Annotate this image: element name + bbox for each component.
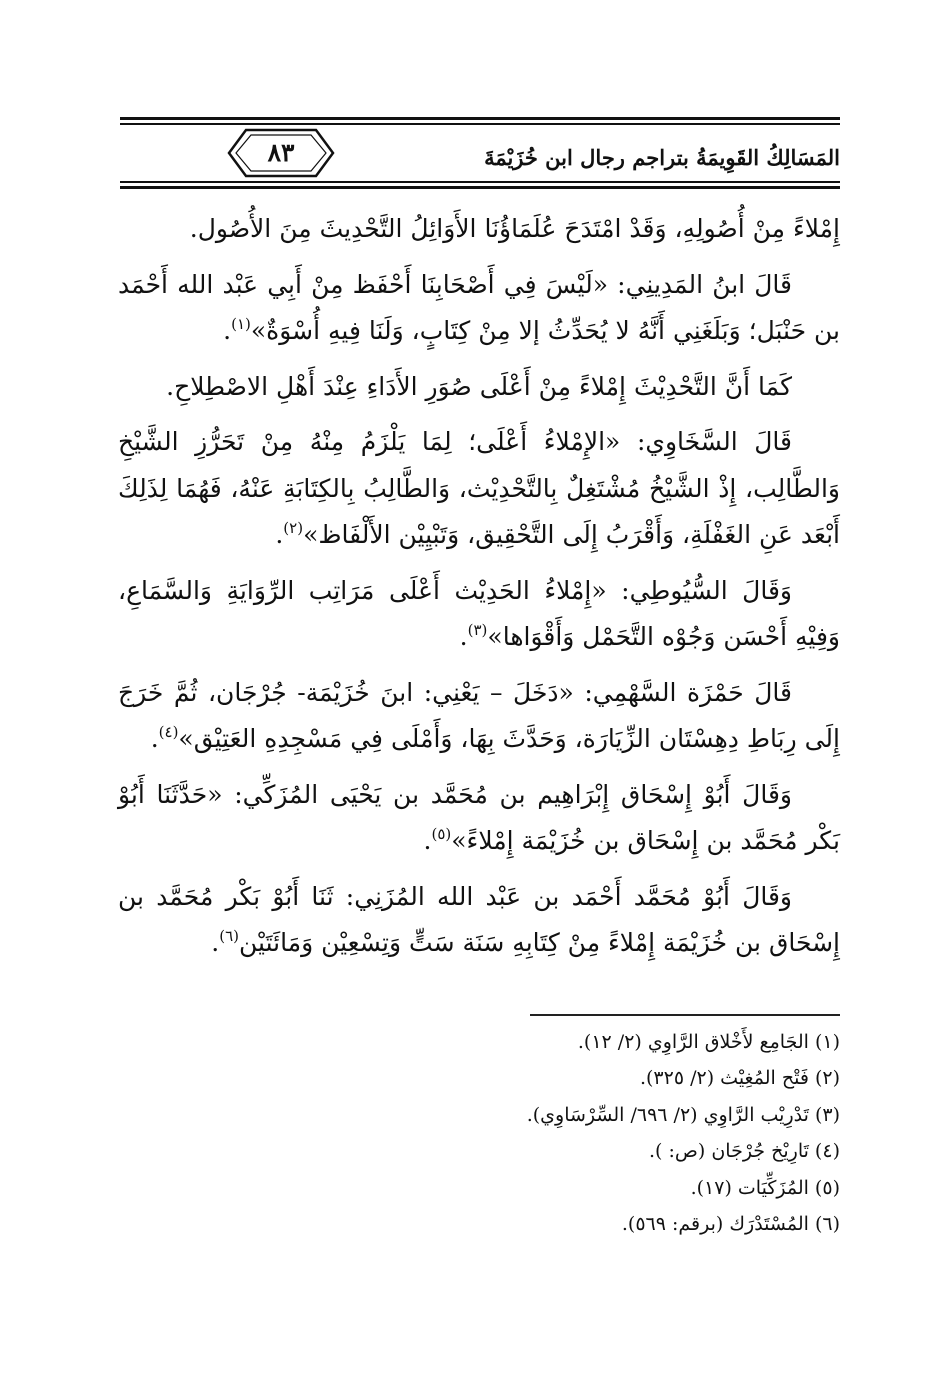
footnote-6: (٦) المُسْتَدْرَك (برقم: ٥٦٩).: [621, 1213, 840, 1236]
paragraph-8: وَقَالَ أَبُوْ مُحَمَّد أَحْمَد بن عَبْد الله المُزَنِي: ثَنَا أَبُوْ بَكْر مُحَمَّد بن إِسْحَاق بن خُزَيْمَة إِمْلاءً مِنْ كِتَابِهِ سَنَة سَتٍّ وَتِسْعِيْن وَمَائَتَيْن$^{(٦)}$.: [118, 881, 840, 957]
page-number: ٨٣: [267, 138, 295, 167]
footnote-4: (٤) تَارِيْخ جُرْجَان (ص: ).: [649, 1140, 840, 1163]
footnote-3: (٣) تَدْرِيْب الرَّاوِي (٢/ ٦٩٦/ السِّرْسَاوِي).: [526, 1103, 840, 1126]
footnote-separator: [530, 1014, 840, 1016]
footnote-5: (٥) المُزَكِّيَات (١٧).: [690, 1176, 840, 1199]
footnote-1: (١) الجَامِع لأَخْلاق الرَّاوِي (٢/ ١٢).: [577, 1031, 840, 1053]
paragraph-1: إِمْلاءً مِنْ أُصُولِهِ، وَقَدْ امْتَدَحَ عُلَمَاؤُنَا الأَوَائِلُ التَّحْدِيثَ مِنَ الأُصُول.: [189, 214, 840, 243]
header-rule-bottom-thick: [120, 186, 840, 189]
footnote-ref-2[interactable]: (٢): [283, 519, 304, 537]
paragraph-2: قَالَ ابنُ المَدِينِي: «لَيْسَ فِي أَصْحَابِنَا أَحْفَظ مِنْ أَبِي عَبْد الله أَحْمَد بن حَنْبَل؛ وَبَلَغَنِي أَنَّهُ لا يُحَدِّثُ إلا مِنْ كِتَابٍ، وَلَنَا فِيهِ أُسْوَةٌ»$^{(١)}$.: [118, 269, 840, 345]
header-rule-bottom-thin: [120, 181, 840, 183]
paragraph-5: وَقَالَ السُّيُوطِي: «إِمْلاءُ الحَدِيْث أَعْلَى مَرَاتِب الرِّوَايَةِ وَالسَّمَاعِ، وَفِيْهِ أَحْسَن وَجُوْه التَّحَمْل وَأَقْوَاها»$^{(٣)}$.: [118, 575, 840, 651]
paragraph-3: كَمَا أَنَّ التَّحْدِيْثَ إِمْلاءً مِنْ أَعْلَى صُوَرِ الأَدَاءِ عِنْدَ أَهْلِ الاصْطِلاحِ.: [166, 371, 792, 401]
running-title: المَسَالِكُ القَوِيمَةُ بتراجم رجال ابن خُزَيْمَةَ: [484, 145, 840, 170]
footnote-ref-1[interactable]: (١): [231, 315, 251, 333]
footnote-ref-6[interactable]: (٦): [219, 927, 239, 945]
paragraph-7: وَقَالَ أَبُوْ إِسْحَاق إِبْرَاهِيم بن مُحَمَّد بن يَحْيَى المُزَكِّي: «حَدَّثَنَا أَبُوْ بَكْر مُحَمَّد بن إِسْحَاق بن خُزَيْمَة إِمْلاءً»$^{(٥)}$.: [118, 779, 840, 855]
header-rule-top-thin: [120, 123, 840, 125]
main-text: [118, 206, 840, 976]
footnotes: [300, 1024, 840, 1242]
paragraph-4: قَالَ السَّخَاوِي: «الإِمْلاءُ أَعْلَى؛ لِمَا يَلْزَمُ مِنْهُ مِنْ تَحَرُّزِ الشَّيْخِ وَالطَّالِب، إِذْ الشَّيْخُ مُشْتَغِلٌ بِالتَّحْدِيْث، وَالطَّالِبُ بِالكِتَابَةِ عَنْهُ، فَهُمَا لِذَلِكَ أَبْعَد عَنِ الغَفْلَةِ، وَأَقْرَبُ إِلَى التَّحْقِيق، وَتَبْيِيْن الأَلْفَاظ»$^{(٢)}$.: [118, 427, 840, 549]
footnote-ref-5[interactable]: (٥): [431, 825, 452, 843]
paragraph-6: قَالَ حَمْزَة السَّهْمِي: «دَخَلَ – يَعْنِي: ابنَ خُزَيْمَة- جُرْجَان، ثُمَّ خَرَجَ إِلَى رِبَاطِ دِهِسْتَان الزِّيَارَة، وَحَدَّثَ بِهَا، وَأَمْلَى فِي مَسْجِدِهِ العَتِيْق»$^{(٤)}$.: [118, 677, 840, 753]
footnote-ref-3[interactable]: (٣): [467, 621, 488, 639]
footnote-ref-4[interactable]: (٤): [158, 723, 179, 741]
header-rule-top-thick: [120, 117, 840, 120]
footnote-2: (٢) فَتْح المُغِيْث (٢/ ٣٢٥).: [639, 1067, 840, 1090]
